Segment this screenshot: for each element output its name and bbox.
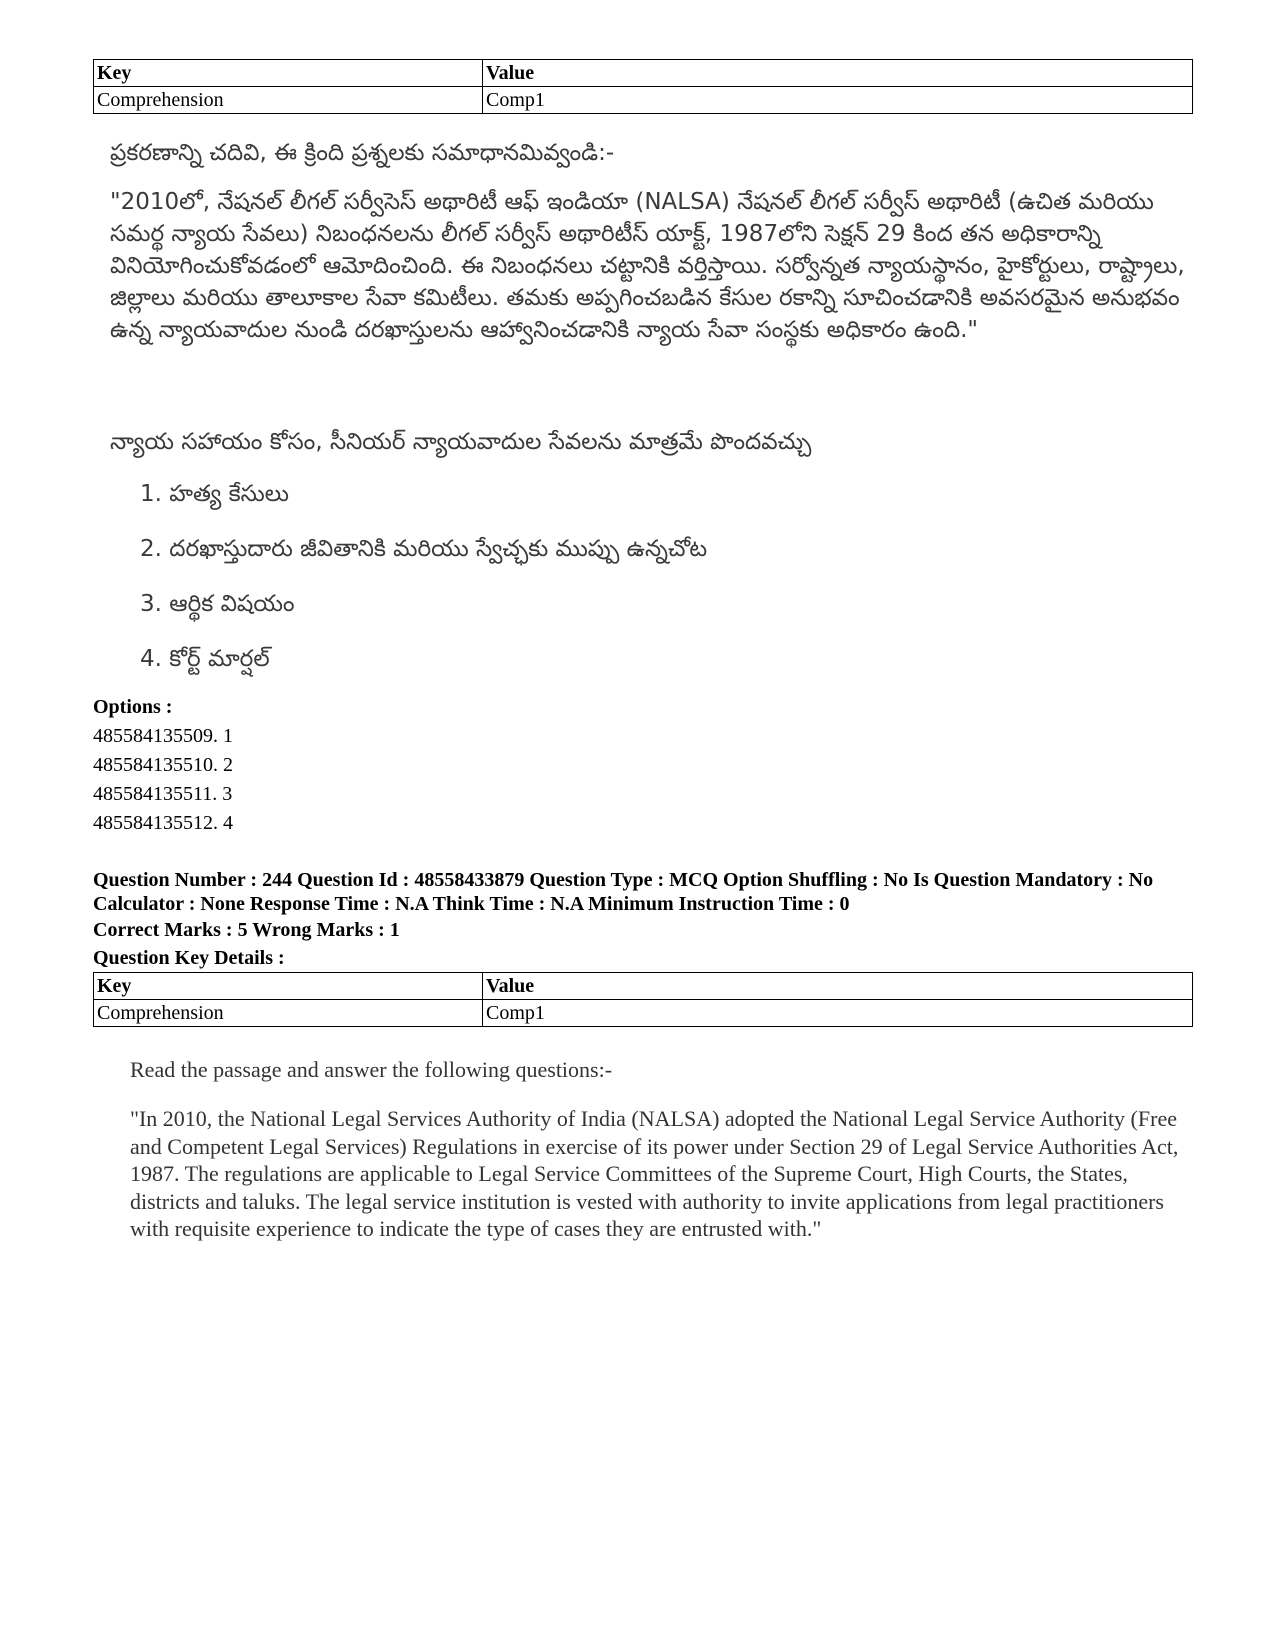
telugu-passage: "2010లో, నేషనల్ లీగల్ సర్వీసెస్ అథారిటీ ఆఫ్ ఇండియా (NALSA) నేషనల్ లీగల్ సర్వీస్ అథారిటీ (ఉచిత మరియు సమర్థ న్యాయ సేవలు) నిబంధనలను లీగల్ సర్వీస్ అథారిటీస్ యాక్ట్, 1987లోని సెక్షన్ 29 కింద తన అధికారాన్ని వినియోగించుకోవడంలో ఆమోదించింది. ఈ నిబంధనలు చట్టానికి వర్తిస్తాయి. సర్వోన్నత న్యాయస్థానం, హైకోర్టులు, రాష్ట్రాలు, జిల్లాలు మరియు తాలూకాల సేవా కమిటీలు. తమకు అప్పగించబడిన కేసుల రకాన్ని సూచించడానికి అవసరమైన అనుభవం ఉన్న న్యాయవాదుల నుండి దరఖాస్తులను ఆహ్వానించడానికి న్యాయ సేవా సంస్థకు అధికారం ఉంది." bbox=[110, 189, 1185, 343]
key-value-table-2 bbox=[93, 972, 1193, 1027]
question-key-details-label: Question Key Details : bbox=[93, 947, 285, 969]
option-item-3: 485584135511. 3 bbox=[93, 783, 233, 805]
telugu-option-3: 3. ఆర్థిక విషయం bbox=[140, 591, 295, 617]
key-value-table-1 bbox=[93, 59, 1193, 114]
telugu-instruction: ప్రకరణాన్ని చదివి, ఈ క్రింది ప్రశ్నలకు సమాధానమివ్వండి:- bbox=[110, 140, 615, 166]
table-row bbox=[94, 87, 1193, 114]
english-instruction: Read the passage and answer the following questions:- bbox=[130, 1057, 613, 1082]
telugu-option-2: 2. దరఖాస్తుదారు జీవితానికి మరియు స్వేచ్ఛకు ముప్పు ఉన్నచోట bbox=[140, 536, 708, 562]
question-meta: Question Number : 244 Question Id : 48558433879 Question Type : MCQ Option Shuffling : No Is Question Mandatory : No Calculator : None Response Time : N.A Think Time : N.A Minimum Instruction Time : 0 bbox=[93, 869, 1154, 915]
table-cell-value: Comp1 bbox=[483, 87, 1193, 114]
table-header-value: Value bbox=[483, 973, 1193, 1000]
table-header-key: Key bbox=[94, 60, 483, 87]
telugu-option-1: 1. హత్య కేసులు bbox=[140, 481, 290, 507]
table-header-row bbox=[94, 973, 1193, 1000]
table-cell-key: Comprehension bbox=[94, 1000, 483, 1027]
question-marks: Correct Marks : 5 Wrong Marks : 1 bbox=[93, 919, 400, 941]
table-header-key: Key bbox=[94, 973, 483, 1000]
options-title: Options : bbox=[93, 696, 173, 718]
option-item-2: 485584135510. 2 bbox=[93, 754, 233, 776]
english-passage: "In 2010, the National Legal Services Authority of India (NALSA) adopted the National Legal Service Authority (Free and Competent Legal Services) Regulations in exercise of its power under Section 29 of Legal Service Authorities Act, 1987. The regulations are applicable to Legal Service Committees of the Supreme Court, High Courts, the States, districts and taluks. The legal service institution is vested with authority to invite applications from legal practitioners with requisite experience to indicate the type of cases they are entrusted with." bbox=[130, 1106, 1179, 1241]
telugu-question: న్యాయ సహాయం కోసం, సీనియర్ న్యాయవాదుల సేవలను మాత్రమే పొందవచ్చు bbox=[110, 429, 812, 455]
telugu-option-4: 4. కోర్ట్ మార్షల్ bbox=[140, 646, 270, 672]
table-cell-key: Comprehension bbox=[94, 87, 483, 114]
table-row bbox=[94, 1000, 1193, 1027]
options-section bbox=[93, 693, 233, 838]
table-header-value: Value bbox=[483, 60, 1193, 87]
option-item-4: 485584135512. 4 bbox=[93, 812, 233, 834]
table-header-row bbox=[94, 60, 1193, 87]
option-item-1: 485584135509. 1 bbox=[93, 725, 233, 747]
table-cell-value: Comp1 bbox=[483, 1000, 1193, 1027]
